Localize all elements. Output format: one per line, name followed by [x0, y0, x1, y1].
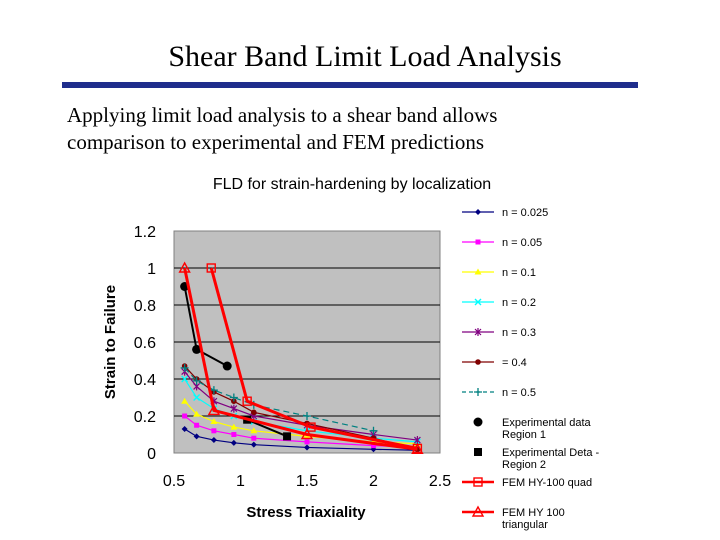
- legend-item: [462, 327, 536, 339]
- data-point: [211, 428, 216, 433]
- legend-item: [462, 297, 536, 309]
- data-point: [283, 432, 291, 440]
- legend-label: n = 0.1: [502, 267, 536, 279]
- legend-label: Experimental data Region 1: [502, 417, 591, 441]
- data-point: [474, 388, 482, 396]
- x-tick-label: 1: [236, 473, 245, 490]
- body-line-2: comparison to experimental and FEM predictions: [67, 130, 484, 154]
- fld-chart: [0, 168, 720, 540]
- legend-item: [462, 387, 536, 399]
- data-point: [475, 209, 481, 215]
- y-tick-label: 0.6: [133, 335, 156, 352]
- legend-label: n = 0.025: [502, 207, 549, 219]
- x-tick-label: 2.5: [428, 473, 452, 490]
- data-point: [251, 410, 257, 416]
- legend-label: = 0.4: [502, 357, 527, 369]
- chart-title: FLD for strain-hardening by localization: [212, 176, 492, 193]
- data-point: [182, 414, 187, 419]
- data-point: [476, 240, 481, 245]
- legend-label: n = 0.2: [502, 297, 536, 309]
- legend-label: FEM HY-100 quad: [502, 477, 593, 489]
- x-tick-label: 0.5: [162, 473, 186, 490]
- y-tick-label: 0: [147, 446, 156, 463]
- title-underline: [62, 82, 638, 88]
- legend-item: [462, 357, 527, 369]
- y-tick-label: 0.2: [133, 409, 156, 426]
- legend: [462, 207, 600, 531]
- data-point: [194, 423, 199, 428]
- x-axis-label: Stress Triaxiality: [246, 504, 366, 521]
- legend-item: [462, 207, 548, 219]
- data-point: [305, 439, 310, 444]
- legend-label: n = 0.05: [502, 237, 543, 249]
- legend-item: [474, 417, 592, 441]
- slide-body-text: [67, 102, 627, 156]
- body-line-1: Applying limit load analysis to a shear band allows: [67, 103, 498, 127]
- slide-title: Shear Band Limit Load Analysis: [168, 40, 562, 73]
- legend-item: [474, 447, 600, 471]
- data-point: [474, 448, 482, 456]
- legend-label: FEM HY 100 triangular: [502, 507, 565, 531]
- x-tick-label: 1.5: [295, 473, 319, 490]
- legend-item: [462, 477, 592, 489]
- legend-label: n = 0.5: [502, 387, 536, 399]
- data-point: [474, 418, 483, 427]
- y-tick-label: 1.2: [133, 224, 156, 241]
- legend-item: [462, 507, 565, 531]
- data-point: [251, 436, 256, 441]
- legend-label: n = 0.3: [502, 327, 536, 339]
- y-tick-label: 0.4: [133, 372, 156, 389]
- data-point: [231, 432, 236, 437]
- x-tick-label: 2: [369, 473, 378, 490]
- y-tick-label: 0.8: [133, 298, 156, 315]
- y-axis-label: Strain to Failure: [102, 284, 119, 400]
- data-point: [475, 359, 481, 365]
- legend-item: [462, 267, 536, 279]
- data-point: [223, 362, 232, 371]
- legend-item: [462, 237, 542, 249]
- y-tick-label: 1: [147, 261, 156, 278]
- legend-label: Experimental Deta -Region 2: [502, 447, 600, 471]
